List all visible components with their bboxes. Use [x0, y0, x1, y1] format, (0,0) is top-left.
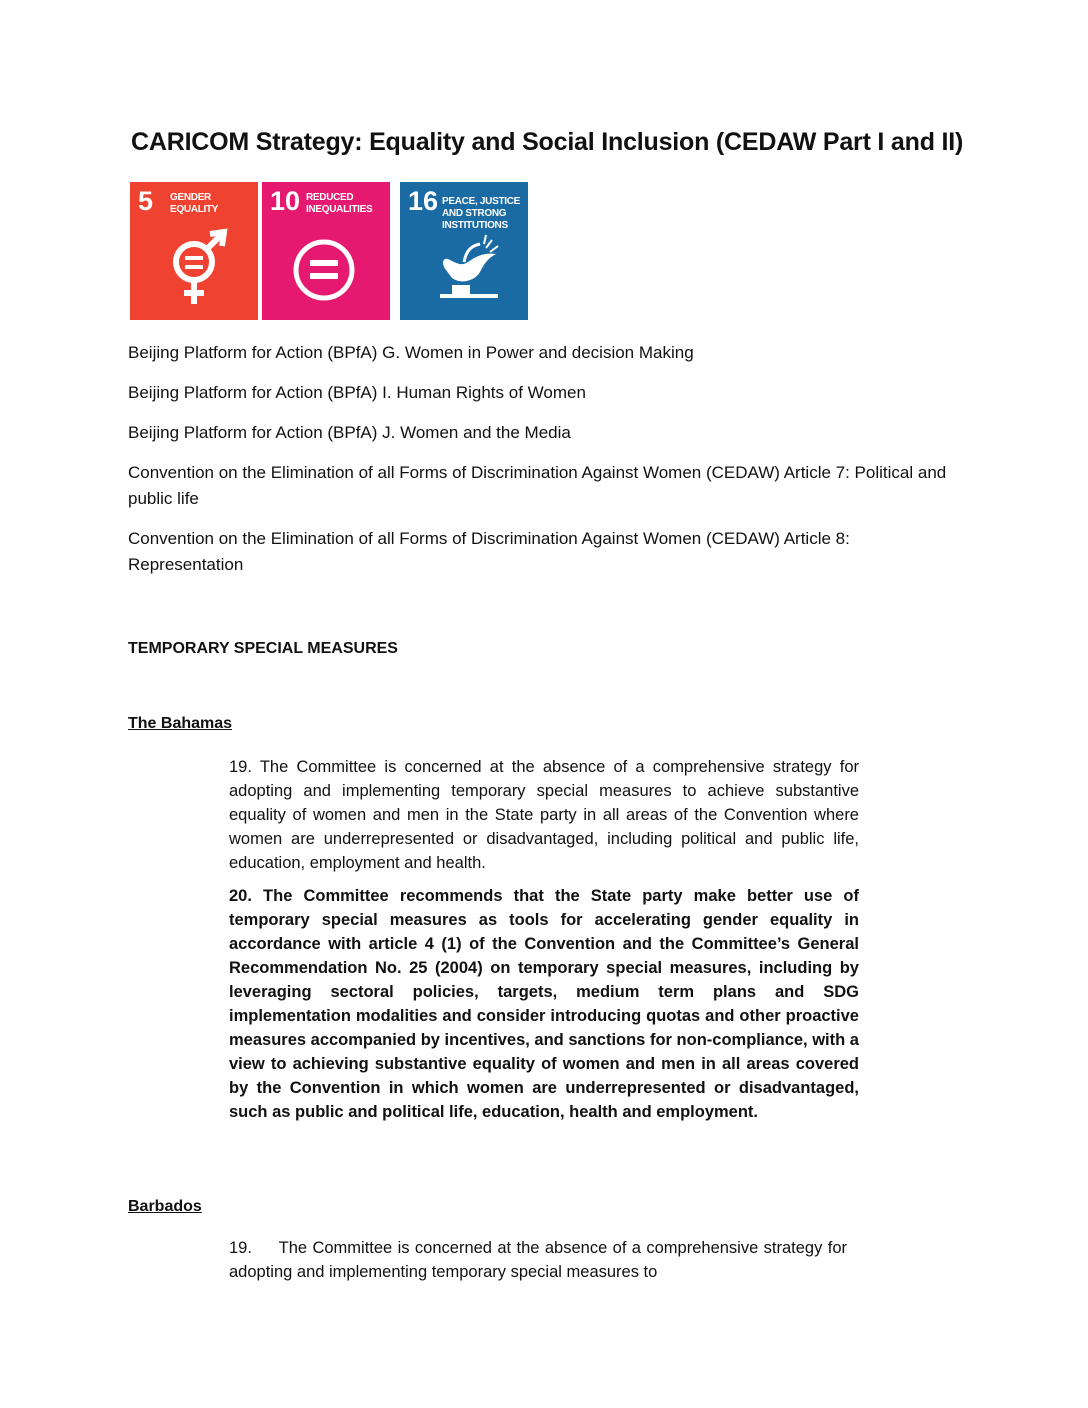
reference-line: Convention on the Elimination of all Forms of Discrimination Against Women (CEDAW) Article 7: Political and public life [128, 463, 947, 508]
reference-line: Convention on the Elimination of all Forms of Discrimination Against Women (CEDAW) Article 8: Representation [128, 529, 850, 574]
page-title: CARICOM Strategy: Equality and Social Inclusion (CEDAW Part I and II) [131, 128, 964, 156]
sdg-label: REDUCED INEQUALITIES [306, 192, 373, 215]
country-heading-barbados: Barbados [128, 1198, 202, 1215]
sdg-10-tile [262, 182, 390, 320]
reference-line: Beijing Platform for Action (BPfA) G. Women in Power and decision Making [128, 343, 694, 362]
section-heading: TEMPORARY SPECIAL MEASURES [128, 640, 398, 657]
sdg-icon-row [128, 180, 540, 324]
dove-gavel-icon [400, 182, 528, 320]
reference-line: Beijing Platform for Action (BPfA) I. Human Rights of Women [128, 383, 586, 402]
paragraph-20-recommendation: 20. The Committee recommends that the State party make better use of temporary special measures as tools for accelerating gender equality in accordance with article 4 (1) of the Convention and the Committee’s General Recommendation No. 25 (2004) on temporary special measures, including by leveraging sectoral policies, targets, medium term plans and SDG implementation modalities and consider introducing quotas and other proactive measures accompanied by incentives, and sanctions for non-compliance, with a view to achieving substantive equality of women and men in all areas covered by the Convention in which women are underrepresented or disadvantaged, such as public and political life, education, health and employment. [229, 887, 859, 1121]
sdg-label: PEACE, JUSTICE AND STRONG INSTITUTIONS [442, 196, 521, 231]
reference-line: Beijing Platform for Action (BPfA) J. Women and the Media [128, 423, 571, 442]
paragraph-19: 19. The Committee is concerned at the absence of a comprehensive strategy for adopting and implementing temporary special measures to achieve substantive equality of women and men in the State party in all areas of the Convention where women are underrepresented or disadvantaged, including political and public life, education, employment and health. [229, 758, 859, 872]
sdg-16-tile [400, 182, 528, 320]
sdg-5-tile [130, 182, 258, 320]
equals-circle-icon [262, 182, 390, 320]
sdg-number: 16 [408, 186, 439, 216]
gender-symbol-icon [130, 182, 258, 320]
sdg-label: GENDER EQUALITY [170, 192, 219, 215]
sdg-number: 10 [270, 186, 301, 216]
country-heading-bahamas: The Bahamas [128, 715, 233, 732]
sdg-number: 5 [138, 186, 154, 216]
paragraph-19: 19. The Committee is concerned at the absence of a comprehensive strategy for adopting and implementing temporary special measures to [229, 1239, 852, 1281]
